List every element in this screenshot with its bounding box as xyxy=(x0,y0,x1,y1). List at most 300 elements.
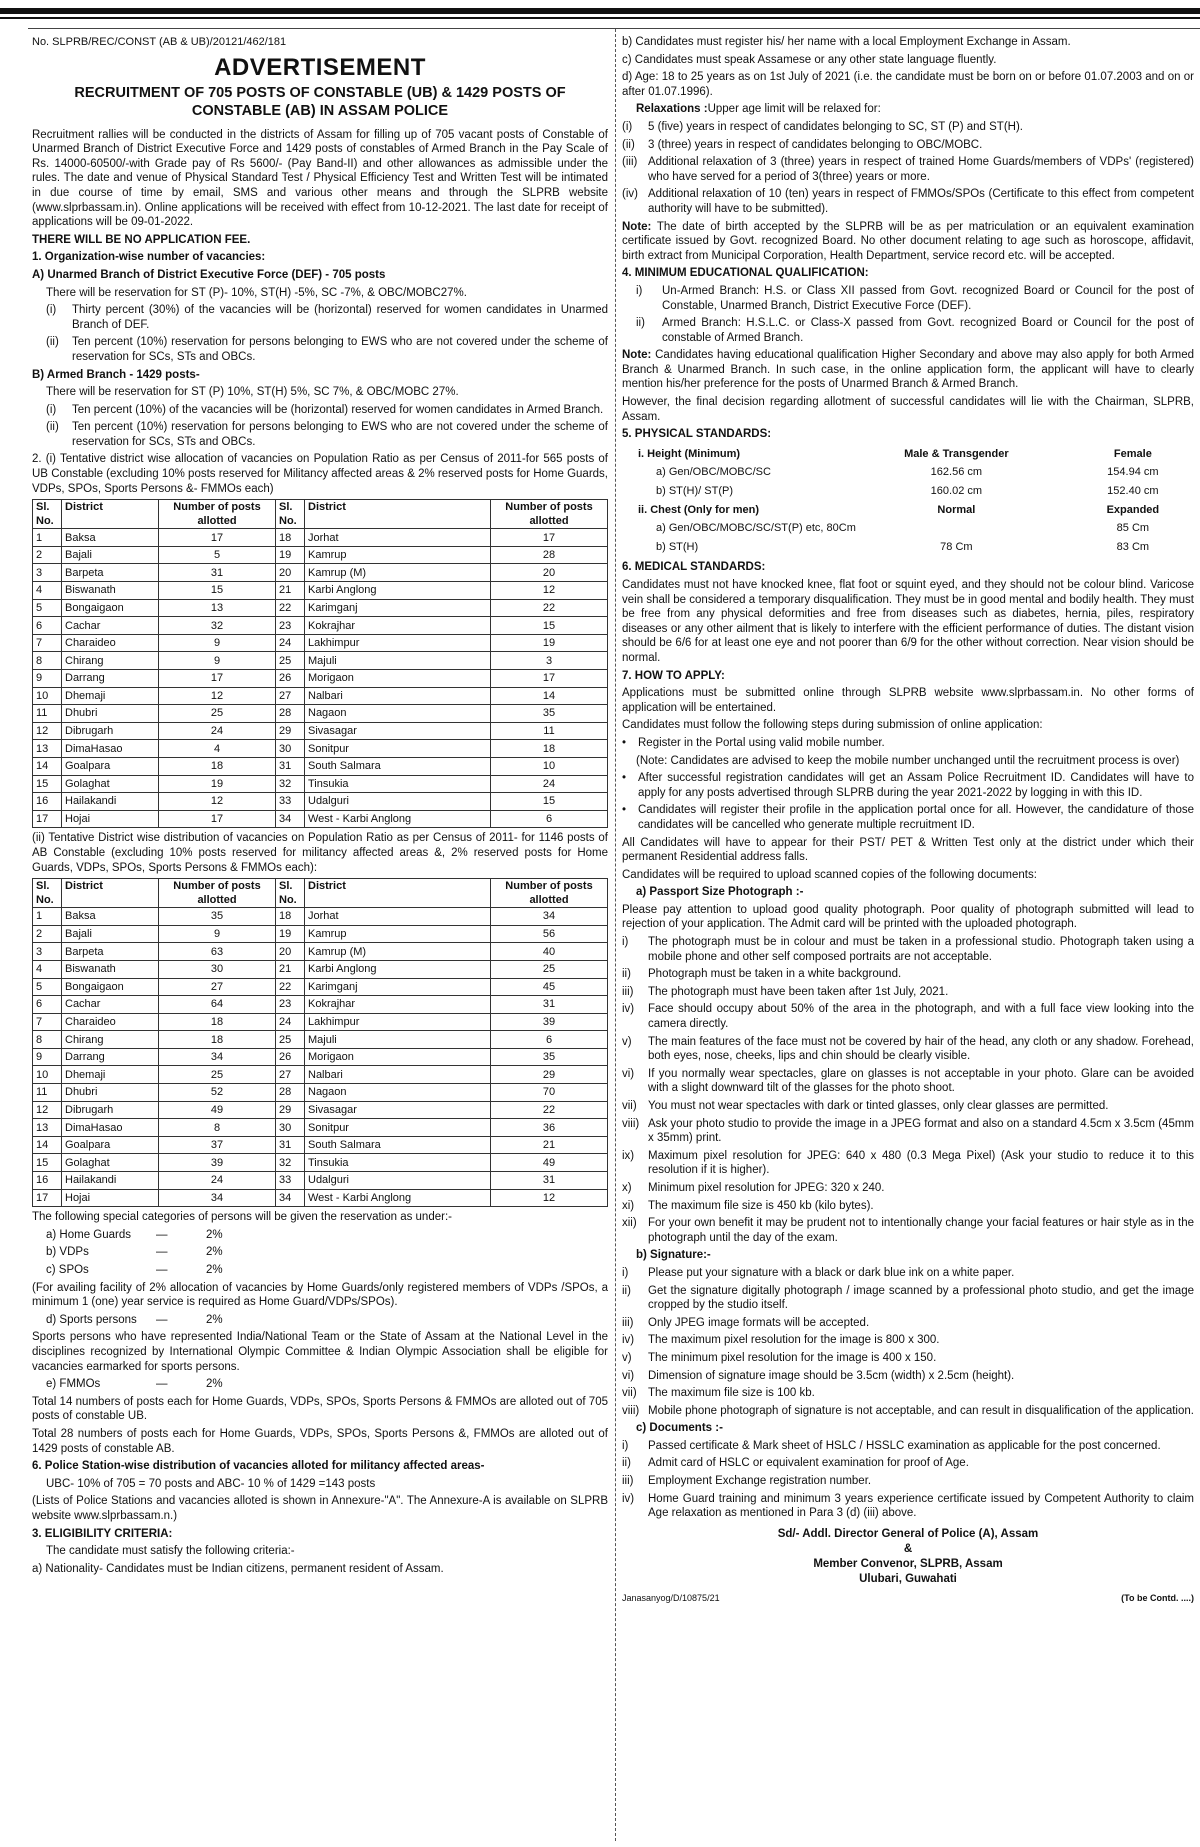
table-cell: 40 xyxy=(491,943,608,961)
list-item: xii) For your own benefit it may be prudent not to intentionally change your facial features or hair style as in the photograph until the day of the exam. xyxy=(622,1217,1194,1244)
table-cell: 18 xyxy=(159,757,276,775)
table-cell: 12 xyxy=(33,722,62,740)
police-station-heading: 6. Police Station-wise distribution of vacancies alloted for militancy affected areas- xyxy=(32,1460,485,1473)
table-row xyxy=(33,722,608,740)
table-row xyxy=(33,670,608,688)
table-cell: 9 xyxy=(159,634,276,652)
table-row: b) ST(H) 78 Cm 83 Cm xyxy=(656,540,1150,553)
table-row: ii. Chest (Only for men) Normal Expanded xyxy=(638,503,1160,516)
physical-standards-table xyxy=(622,445,1194,557)
table-row xyxy=(33,529,608,547)
table-row: a) Gen/OBC/MOBC/SC 162.56 cm 154.94 cm xyxy=(656,466,1159,479)
table-cell: 11 xyxy=(491,722,608,740)
table-cell: 4 xyxy=(33,582,62,600)
relaxation-intro: Relaxations :Upper age limit will be relaxed for: xyxy=(636,103,881,116)
table-cell: 9 xyxy=(159,925,276,943)
table-cell: Udalguri xyxy=(305,793,491,811)
table-cell: 33 xyxy=(276,1172,305,1190)
table-cell: 2 xyxy=(33,925,62,943)
table-cell: 12 xyxy=(33,1101,62,1119)
list-item: (iii) Additional relaxation of 3 (three) years in respect of trained Home Guards/members of VDPs' (registered) who have served for a period of 3(three) years or more. xyxy=(622,156,1194,183)
table-cell: Kamrup xyxy=(305,925,491,943)
table-cell: Morigaon xyxy=(305,1048,491,1066)
table-cell: 6 xyxy=(491,810,608,828)
table-cell: 21 xyxy=(491,1136,608,1154)
table-row xyxy=(33,705,608,723)
table-cell: 32 xyxy=(276,1154,305,1172)
table-cell: Golaghat xyxy=(62,775,159,793)
table-body xyxy=(33,529,608,828)
table-cell: 31 xyxy=(491,996,608,1014)
table-row xyxy=(33,775,608,793)
table-cell: DimaHasao xyxy=(62,1119,159,1137)
table-cell: 29 xyxy=(491,1066,608,1084)
table-cell: Lakhimpur xyxy=(305,1013,491,1031)
table2-intro: (ii) Tentative District wise distribution of vacancies on Population Ratio as per Census of 2011- for 1146 posts of AB Constable (excluding 10% posts reserved for militancy affected areas &, 2% reserved posts for Home Guards, VDPs, SPOs, Sports Persons & FMMOs each): xyxy=(32,832,608,874)
apply-note: (Note: Candidates are advised to keep the mobile number unchanged until the recruitment process is over) xyxy=(636,754,1180,767)
table-cell: Kamrup xyxy=(305,546,491,564)
table-cell: Hailakandi xyxy=(62,793,159,811)
table-cell: 17 xyxy=(33,810,62,828)
table-cell: 34 xyxy=(159,1189,276,1207)
table-cell: West - Karbi Anglong xyxy=(305,1189,491,1207)
table-cell: Sonitpur xyxy=(305,1119,491,1137)
left-column xyxy=(32,35,608,1579)
physical-heading: 5. PHYSICAL STANDARDS: xyxy=(622,428,772,441)
table-row xyxy=(33,810,608,828)
table-cell: 24 xyxy=(276,1013,305,1031)
table-cell: 6 xyxy=(491,1031,608,1049)
table-cell: 32 xyxy=(276,775,305,793)
section-1-heading: 1. Organization-wise number of vacancies: xyxy=(32,251,266,264)
table-cell: Dhemaji xyxy=(62,687,159,705)
list-item: • Register in the Portal using valid mobile number. xyxy=(622,736,885,749)
table-cell: 24 xyxy=(276,634,305,652)
list-item: iv) Face should occupy about 50% of the area in the photograph, and with a full face view looking into the camera directly. xyxy=(622,1003,1194,1031)
table-row xyxy=(33,599,608,617)
table-cell: 49 xyxy=(159,1101,276,1119)
table-cell: 12 xyxy=(491,1189,608,1207)
table-cell: 31 xyxy=(491,1172,608,1190)
col-header: District xyxy=(62,500,159,529)
table-cell: 70 xyxy=(491,1084,608,1102)
table-cell: Nalbari xyxy=(305,1066,491,1084)
table-cell: 30 xyxy=(276,740,305,758)
table-cell: 14 xyxy=(33,757,62,775)
ub-heading: A) Unarmed Branch of District Executive Force (DEF) - 705 posts xyxy=(32,268,386,281)
table-row xyxy=(33,1101,608,1119)
table-cell: Goalpara xyxy=(62,1136,159,1154)
table-cell: 22 xyxy=(276,599,305,617)
apply-text: Applications must be submitted online through SLPRB website www.slprbassam.in. No other forms of application will be entertained. xyxy=(622,687,1194,714)
col-header: Sl. No. xyxy=(33,879,62,908)
how-to-apply-heading: 7. HOW TO APPLY: xyxy=(622,669,725,682)
relaxation-list xyxy=(622,120,1194,217)
table-cell: 34 xyxy=(159,1048,276,1066)
list-item: i) The photograph must be in colour and must be taken in a professional studio. Photograph taken using a mobile phone and other self composed portraits are not acceptable. xyxy=(622,936,1194,963)
table-cell: 1 xyxy=(33,908,62,926)
table-cell: 9 xyxy=(33,670,62,688)
table-cell: 39 xyxy=(491,1013,608,1031)
reference-number: No. SLPRB/REC/CONST (AB & UB)/20121/462/181 xyxy=(32,36,287,48)
table-cell: Chirang xyxy=(62,1031,159,1049)
signature-heading: b) Signature:- xyxy=(636,1249,711,1262)
table-cell: Baksa xyxy=(62,908,159,926)
table-cell: 16 xyxy=(33,793,62,811)
table-row xyxy=(33,925,608,943)
list-item: viii) Mobile phone photograph of signature is not acceptable, and can result in disqualification of the application. xyxy=(622,1404,1194,1417)
ab-reservation: There will be reservation for ST (P) 10%, ST(H) 5%, SC 7%, & OBC/MOBC 27%. xyxy=(46,386,459,399)
list-item: (i) Ten percent (10%) of the vacancies will be (horizontal) reserved for women candidates in Armed Branch. xyxy=(46,403,604,416)
table-cell: 4 xyxy=(159,740,276,758)
table-cell: 56 xyxy=(491,925,608,943)
footer-ref: Janasanyog/D/10875/21 xyxy=(622,1592,720,1603)
table-cell: Tinsukia xyxy=(305,775,491,793)
table-cell: 25 xyxy=(159,1066,276,1084)
table-cell: 22 xyxy=(491,599,608,617)
list-item: vii) The maximum file size is 100 kb. xyxy=(622,1387,815,1400)
table-cell: Sonitpur xyxy=(305,740,491,758)
list-item: xi) The maximum file size is 450 kb (kilo bytes). xyxy=(622,1199,874,1212)
table-cell: Dibrugarh xyxy=(62,1101,159,1119)
table-cell: 8 xyxy=(33,1031,62,1049)
photo-intro: Please pay attention to upload good quality photograph. Poor quality of photograph submitted will lead to rejection of your application. The Admit card will be printed with the uploaded photograph. xyxy=(622,903,1194,931)
table1-intro: 2. (i) Tentative district wise allocation of vacancies on Population Ratio as per Census of 2011-for 565 posts of UB Constable (excluding 10% posts reserved for Militancy affected areas & 2% reserved posts for Home Guards, VDPs, SPOs, Sports Persons &- FMMOs each) xyxy=(32,453,608,495)
table-cell: 5 xyxy=(33,978,62,996)
table-cell: Dhemaji xyxy=(62,1066,159,1084)
table-cell: 24 xyxy=(159,1172,276,1190)
table-row xyxy=(33,1013,608,1031)
table-cell: Majuli xyxy=(305,1031,491,1049)
table-row xyxy=(33,564,608,582)
table-cell: Nagaon xyxy=(305,705,491,723)
table-row xyxy=(33,793,608,811)
documents-list xyxy=(622,1439,1194,1521)
table-cell: 30 xyxy=(159,960,276,978)
table-cell: 9 xyxy=(33,1048,62,1066)
list-item: iii) Only JPEG image formats will be accepted. xyxy=(622,1316,870,1329)
table-cell: 35 xyxy=(491,1048,608,1066)
table-cell: Jorhat xyxy=(305,529,491,547)
table-row xyxy=(33,617,608,635)
table-cell: Chirang xyxy=(62,652,159,670)
photo-list xyxy=(622,935,1194,1245)
table-cell: 18 xyxy=(276,908,305,926)
table-cell: Dibrugarh xyxy=(62,722,159,740)
table-cell: Majuli xyxy=(305,652,491,670)
table-cell: 14 xyxy=(33,1136,62,1154)
table-cell: 17 xyxy=(159,670,276,688)
table-cell: 10 xyxy=(33,1066,62,1084)
table-row xyxy=(33,687,608,705)
table-cell: 27 xyxy=(276,1066,305,1084)
table-row xyxy=(33,943,608,961)
table-cell: 21 xyxy=(276,960,305,978)
apply-docs: Candidates will be required to upload scanned copies of the following documents: xyxy=(622,868,1037,881)
col-header: District xyxy=(305,879,491,908)
table-cell: 15 xyxy=(159,582,276,600)
table-cell: 25 xyxy=(159,705,276,723)
table-cell: 31 xyxy=(276,757,305,775)
table-cell: Biswanath xyxy=(62,582,159,600)
table-cell: 19 xyxy=(159,775,276,793)
table-row xyxy=(33,1119,608,1137)
category-row: c) SPOs — 2% xyxy=(46,1264,223,1276)
table-cell: 18 xyxy=(491,740,608,758)
col-header: Sl. No. xyxy=(276,500,305,529)
table-cell: 17 xyxy=(159,810,276,828)
list-item: ii) Photograph must be taken in a white background. xyxy=(622,968,902,981)
ub-district-table xyxy=(32,499,608,828)
table-cell: DimaHasao xyxy=(62,740,159,758)
table-cell: 7 xyxy=(33,1013,62,1031)
category-row: a) Home Guards — 2% xyxy=(46,1228,223,1241)
table-cell: 27 xyxy=(276,687,305,705)
table-cell: 31 xyxy=(159,564,276,582)
table-cell: 34 xyxy=(276,810,305,828)
list-item: v) The minimum pixel resolution for the image is 400 x 150. xyxy=(622,1351,937,1364)
table-cell: Hojai xyxy=(62,810,159,828)
table-cell: 15 xyxy=(33,1154,62,1172)
table-cell: 6 xyxy=(33,996,62,1014)
documents-heading: c) Documents :- xyxy=(636,1422,723,1435)
table-cell: 16 xyxy=(33,1172,62,1190)
table-cell: 9 xyxy=(159,652,276,670)
table-cell: Barpeta xyxy=(62,564,159,582)
table-cell: 8 xyxy=(33,652,62,670)
table-row xyxy=(33,757,608,775)
table-cell: Golaghat xyxy=(62,1154,159,1172)
table-cell: 20 xyxy=(491,564,608,582)
table-cell: 12 xyxy=(159,687,276,705)
list-item: x) Minimum pixel resolution for JPEG: 320 x 240. xyxy=(622,1181,885,1194)
col-header: Number of posts allotted xyxy=(491,879,608,908)
table-cell: 26 xyxy=(276,670,305,688)
table-cell: 17 xyxy=(33,1189,62,1207)
list-item: v) The main features of the face must not be covered by hair of the head, any cloth or any shadow. Forehead, both eyes, nose, cheeks, lips and chin should be clearly visible. xyxy=(622,1035,1194,1063)
table-cell: Kokrajhar xyxy=(305,617,491,635)
table-cell: 37 xyxy=(159,1136,276,1154)
table-cell: 39 xyxy=(159,1154,276,1172)
list-item: vi) Dimension of signature image should be 3.5cm (width) x 2.5cm (height). xyxy=(622,1369,1015,1382)
page-subtitle: RECRUITMENT OF 705 POSTS OF CONSTABLE (UB) & 1429 POSTS OF CONSTABLE (AB) IN ASSAM POLICE xyxy=(74,84,566,119)
table-cell: Sivasagar xyxy=(305,722,491,740)
table-header-row xyxy=(33,500,608,529)
table-cell: 22 xyxy=(491,1101,608,1119)
list-item: viii) Ask your photo studio to provide the image in a JPEG format and also on a standard 4.5cm x 3.5cm (45mm x 35mm) print. xyxy=(622,1117,1194,1145)
table-cell: 10 xyxy=(491,757,608,775)
table-cell: 52 xyxy=(159,1084,276,1102)
table-cell: Darrang xyxy=(62,670,159,688)
list-item: iv) Home Guard training and minimum 3 years experience certificate issued by Competent Authority to claim Age relaxation as mentioned in Para 3 (d) (iii) above. xyxy=(622,1492,1194,1520)
no-fee-notice: THERE WILL BE NO APPLICATION FEE. xyxy=(32,233,251,246)
list-item: iii) Employment Exchange registration number. xyxy=(622,1475,872,1488)
table-cell: Darrang xyxy=(62,1048,159,1066)
table-cell: Goalpara xyxy=(62,757,159,775)
table-cell: Dhubri xyxy=(62,705,159,723)
advertisement-sheet xyxy=(28,28,1200,1841)
list-item: (i) 5 (five) years in respect of candidates belonging to SC, ST (P) and ST(H). xyxy=(622,120,1023,133)
table-cell: Barpeta xyxy=(62,943,159,961)
apply-steps-intro: Candidates must follow the following steps during submission of online application: xyxy=(622,719,1043,732)
table-cell: 11 xyxy=(33,705,62,723)
table-row xyxy=(33,1172,608,1190)
list-item: ii) Admit card of HSLC or equivalent examination for proof of Age. xyxy=(622,1457,969,1470)
table-row: b) ST(H)/ ST(P) 160.02 cm 152.40 cm xyxy=(656,485,1159,498)
table-cell: 28 xyxy=(276,1084,305,1102)
list-item: iv) The maximum pixel resolution for the image is 800 x 300. xyxy=(622,1334,940,1347)
list-item: (iv) Additional relaxation of 10 (ten) years in respect of FMMOs/SPOs (Certificate to this effect from competent authority will have to be submitted). xyxy=(622,188,1194,215)
table-cell: 33 xyxy=(276,793,305,811)
home-guard-note: (For availing facility of 2% allocation of vacancies by Home Guards/only registered members of VDPs /SPOs, a minimum 1 (one) year service is required as Home Guard/VDPs/SPOs). xyxy=(32,1281,608,1309)
category-row: e) FMMOs — 2% xyxy=(46,1378,223,1391)
table-row xyxy=(33,1031,608,1049)
table-cell: 29 xyxy=(276,722,305,740)
list-item: ii) Get the signature digitally photograph / image scanned by a professional photo studio, and get the image cropped by the studio itself. xyxy=(622,1284,1194,1312)
table-cell: 13 xyxy=(33,740,62,758)
page-title: ADVERTISEMENT xyxy=(214,53,426,81)
table-row xyxy=(33,740,608,758)
signature-list xyxy=(622,1266,1194,1418)
table-cell: 34 xyxy=(491,908,608,926)
table-cell: 18 xyxy=(159,1013,276,1031)
list-item: (ii) Ten percent (10%) reservation for persons belonging to EWS who are not covered under the scheme of reservation for SCs, STs and OBCs. xyxy=(46,421,608,448)
police-station-text: UBC- 10% of 705 = 70 posts and ABC- 10 % of 1429 =143 posts xyxy=(46,1477,376,1490)
column-divider xyxy=(615,29,616,1841)
list-item: • After successful registration candidates will get an Assam Police Recruitment ID. Candidates will have to apply for any posts advertised through SLPRB during the year 2021-2022 by logging in with this ID. xyxy=(622,772,1194,799)
table-row xyxy=(33,1189,608,1207)
table-cell: 17 xyxy=(159,529,276,547)
col-header: District xyxy=(62,879,159,908)
table-cell: Charaideo xyxy=(62,634,159,652)
table-cell: 27 xyxy=(159,978,276,996)
list-item: ii) Armed Branch: H.S.L.C. or Class-X passed from Govt. recognized Board or Council for the post of constable of Armed Branch. xyxy=(636,317,1194,344)
table-row xyxy=(33,996,608,1014)
col-header: District xyxy=(305,500,491,529)
table-cell: 29 xyxy=(276,1101,305,1119)
list-item: ix) Maximum pixel resolution for JPEG: 640 x 480 (0.3 Mega Pixel) (Ask your studio to reduce it to this resolution if it is higher). xyxy=(622,1149,1194,1177)
table-cell: 19 xyxy=(276,546,305,564)
table-cell: Cachar xyxy=(62,617,159,635)
table-row xyxy=(33,582,608,600)
intro-paragraph: Recruitment rallies will be conducted in the districts of Assam for filling up of 705 vacant posts of Constable of Unarmed Branch of District Executive Force and 1429 posts of constables of Armed Branch in the Pay Scale of Rs. 14000-60500/-with Grade pay of Rs 5600/- (Pay Band-II) and other allowances as admissible under the rules. The date and venue of Physical Standard Test / Physical Efficiency Test and Written Test will be intimated in due course of time by email, SMS and various other means and through the SLPRB website (www.slprbassam.in). Online applications will be received with effect from 10-12-2021. The last date for receipt of applications will be 09-01-2022. xyxy=(32,128,608,229)
signatory-block: Sd/- Addl. Director General of Police (A), Assam & Member Convenor, SLPRB, Assam Ulubari, Guwahati xyxy=(777,1527,1039,1585)
table-cell: Karbi Anglong xyxy=(305,960,491,978)
table-cell: Nalbari xyxy=(305,687,491,705)
table-cell: 12 xyxy=(491,582,608,600)
eligibility-intro: The candidate must satisfy the following criteria:- xyxy=(46,1545,295,1558)
table-cell: Charaideo xyxy=(62,1013,159,1031)
table-cell: Kamrup (M) xyxy=(305,943,491,961)
col-header: Sl. No. xyxy=(276,879,305,908)
table-cell: Karimganj xyxy=(305,978,491,996)
table-header-row xyxy=(33,879,608,908)
table-cell: Udalguri xyxy=(305,1172,491,1190)
table-cell: 10 xyxy=(33,687,62,705)
footer xyxy=(622,1591,1194,1606)
category-row: d) Sports persons — 2% xyxy=(46,1313,223,1326)
table-cell: 15 xyxy=(33,775,62,793)
table-row xyxy=(33,1136,608,1154)
special-intro: The following special categories of persons will be given the reservation as under:- xyxy=(32,1211,452,1224)
eligibility-b: b) Candidates must register his/ her name with a local Employment Exchange in Assam. xyxy=(622,36,1071,48)
top-heavy-rule xyxy=(0,8,1200,14)
table-cell: 3 xyxy=(33,943,62,961)
table-cell: 20 xyxy=(276,943,305,961)
table-cell: 28 xyxy=(491,546,608,564)
table-cell: 15 xyxy=(491,617,608,635)
table-cell: 63 xyxy=(159,943,276,961)
table-cell: Karimganj xyxy=(305,599,491,617)
table-cell: 4 xyxy=(33,960,62,978)
table-cell: Hailakandi xyxy=(62,1172,159,1190)
table-cell: Cachar xyxy=(62,996,159,1014)
ub-points xyxy=(32,303,608,364)
sports-note: Sports persons who have represented India/National Team or the State of Assam at the National Level in the disciplines recognized by International Olympic Committee & Indian Olympic Association shall be eligible for vacancies earmarked for sports persons. xyxy=(32,1331,608,1373)
table-row xyxy=(33,908,608,926)
table-cell: 17 xyxy=(491,529,608,547)
list-item: i) Please put your signature with a black or dark blue ink on a white paper. xyxy=(622,1266,1015,1279)
table-cell: 13 xyxy=(33,1119,62,1137)
footer-contd: (To be Contd. ....) xyxy=(1121,1592,1194,1603)
table-cell: Bajali xyxy=(62,925,159,943)
table-row xyxy=(33,634,608,652)
table-cell: 28 xyxy=(276,705,305,723)
table-row xyxy=(33,652,608,670)
table-cell: 18 xyxy=(159,1031,276,1049)
table-cell: Kamrup (M) xyxy=(305,564,491,582)
table-cell: 1 xyxy=(33,529,62,547)
table-cell: Bajali xyxy=(62,546,159,564)
table-cell: 24 xyxy=(159,722,276,740)
list-item: vii) You must not wear spectacles with dark or tinted glasses, only clear glasses are permitted. xyxy=(622,1100,1109,1112)
photo-heading: a) Passport Size Photograph :- xyxy=(636,886,804,899)
table-cell: 25 xyxy=(491,960,608,978)
education-note: Note: Candidates having educational qualification Higher Secondary and above may also apply for both Armed Branch & Unarmed Branch. In such case, in the online application form, the applicant will have to clearly mention his/her preference for the posts of Unarmed Branch & Armed Branch. xyxy=(622,349,1194,391)
list-item: i) Un-Armed Branch: H.S. or Class XII passed from Govt. recognized Board or Council for the post of Constable, Unarmed Branch, District Executive Force (DEF). xyxy=(636,284,1194,312)
table-cell: 23 xyxy=(276,617,305,635)
col-header: Number of posts allotted xyxy=(159,500,276,529)
table-row xyxy=(33,978,608,996)
table-cell: 11 xyxy=(33,1084,62,1102)
table-cell: 30 xyxy=(276,1119,305,1137)
total-ab-note: Total 28 numbers of posts each for Home Guards, VDPs, SPOs, Sports Persons &, FMMOs are alloted out of 1429 posts of constable AB. xyxy=(32,1427,608,1455)
table-cell: 6 xyxy=(33,617,62,635)
table-row: i. Height (Minimum) Male & Transgender Female xyxy=(638,447,1152,460)
table-cell: 15 xyxy=(491,793,608,811)
table-cell: Kokrajhar xyxy=(305,996,491,1014)
table-cell: 26 xyxy=(276,1048,305,1066)
list-item: vi) If you normally wear spectacles, glare on glasses is not acceptable in your photo. Glare can be avoided with a slight downward tilt of the glasses for the photo shoot. xyxy=(622,1067,1194,1095)
table-cell: 20 xyxy=(276,564,305,582)
table-cell: Nagaon xyxy=(305,1084,491,1102)
table-cell: 8 xyxy=(159,1119,276,1137)
ab-heading: B) Armed Branch - 1429 posts- xyxy=(32,368,200,381)
table-cell: 64 xyxy=(159,996,276,1014)
education-heading: 4. MINIMUM EDUCATIONAL QUALIFICATION: xyxy=(622,267,869,280)
table-cell: 14 xyxy=(491,687,608,705)
dob-note: Note: The date of birth accepted by the SLPRB will be as per matriculation or an equivalent examination certificate issued by Govt. recognized Board. No other document relating to age such as horoscope, affidavit, birth extract from Municipal Corporation, Health Department, service record etc. will be accepted. xyxy=(622,220,1194,262)
table-cell: 19 xyxy=(276,925,305,943)
table-cell: 19 xyxy=(491,634,608,652)
eligibility-d: d) Age: 18 to 25 years as on 1st July of 2021 (i.e. the candidate must be born on or before 01.07.2003 and on or after 01.07.1996). xyxy=(622,71,1194,98)
table-row xyxy=(33,1066,608,1084)
table-cell: Dhubri xyxy=(62,1084,159,1102)
medical-text: Candidates must not have knocked knee, flat foot or squint eyed, and they should not be colour blind. Varicose vein shall be considered a temporary disqualification. They must be in good mental and bodily health. They must be free from any physical deformities and free from diseases such as diabetes, hernia, piles, respiratory diseases or any other ailment that is likely to interfere with the efficient performance of duties. The distant vision should be 6/6 for at least one eye and not poorer than 6/9 for the other without correction. Near vision should be normal. xyxy=(622,579,1194,664)
table-cell: 23 xyxy=(276,996,305,1014)
table-row xyxy=(33,1154,608,1172)
table-cell: 21 xyxy=(276,582,305,600)
